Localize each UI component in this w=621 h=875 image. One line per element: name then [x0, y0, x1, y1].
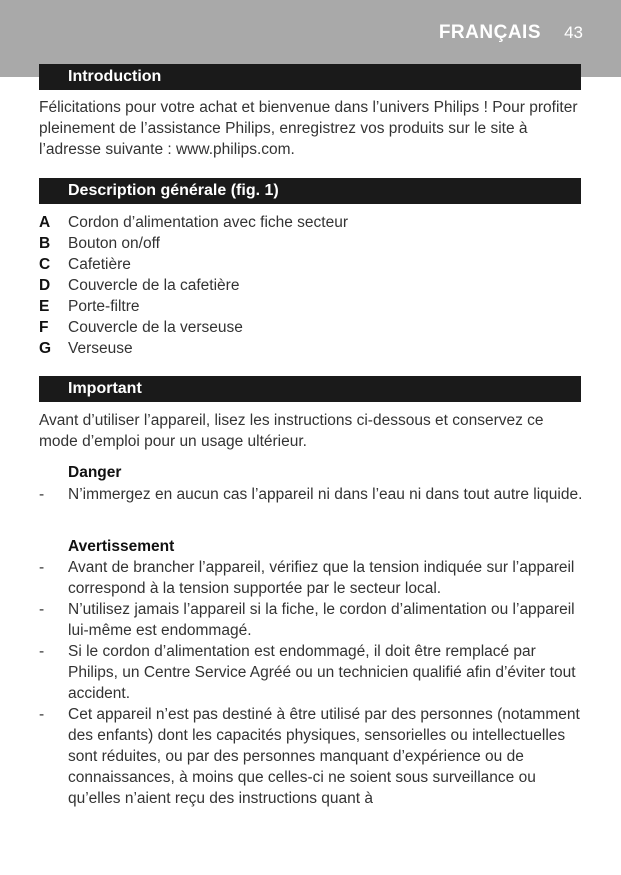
- bullet-dash: -: [39, 601, 45, 618]
- warning-list-item: [39, 704, 584, 809]
- bullet-text: Si le cordon d’alimentation est endommagé, il doit être remplacé par Philips, un Centre Service Agréé ou un technicien qualifié afin d’éviter tout accident.: [68, 643, 576, 702]
- list-item-text: Cafetière: [68, 256, 131, 273]
- important-intro-paragraph: Avant d’utiliser l’appareil, lisez les instructions ci-dessous et conservez ce mode d’emploi pour un usage ultérieur.: [39, 412, 544, 450]
- warning-list-item: [39, 641, 584, 704]
- bullet-text: N’immergez en aucun cas l’appareil ni dans l’eau ni dans tout autre liquide.: [68, 486, 583, 503]
- list-item: [39, 275, 584, 296]
- list-item-text: Bouton on/off: [68, 235, 160, 252]
- warning-list-item: [39, 599, 584, 641]
- list-item-letter: B: [39, 235, 51, 252]
- warning-heading: Avertissement: [68, 538, 175, 555]
- warning-list-item: [39, 557, 584, 599]
- list-item-letter: E: [39, 298, 50, 315]
- list-item-text: Couvercle de la cafetière: [68, 277, 240, 294]
- danger-list-item: [39, 484, 584, 505]
- list-item: [39, 233, 584, 254]
- page-number: 43: [564, 23, 583, 42]
- bullet-text: Cet appareil n’est pas destiné à être utilisé par des personnes (notamment des enfants) dont les capacités physiques, sensorielles ou intellectuelles sont réduites, ou par des personnes manquant d’expérience ou de connaissances, à moins que celles-ci ne soient sous surveillance ou qu’elles n’aient reçu des instructions quant à: [68, 706, 580, 807]
- list-item-text: Couvercle de la verseuse: [68, 319, 243, 336]
- list-item: [39, 296, 584, 317]
- list-item-letter: F: [39, 319, 49, 336]
- danger-heading: Danger: [68, 464, 122, 481]
- section-heading-introduction: Introduction: [39, 64, 581, 90]
- introduction-paragraph: Félicitations pour votre achat et bienvenue dans l’univers Philips ! Pour profiter pleinement de l’assistance Philips, enregistrez vos produits sur le site à l’adresse suivante : www.philips.com.: [39, 99, 578, 158]
- list-item-text: Porte-filtre: [68, 298, 140, 315]
- list-item: [39, 317, 584, 338]
- list-item-letter: G: [39, 340, 52, 357]
- bullet-dash: -: [39, 559, 45, 576]
- list-item-letter: D: [39, 277, 51, 294]
- bullet-dash: -: [39, 643, 45, 660]
- list-item-letter: A: [39, 214, 51, 231]
- list-item-text: Cordon d’alimentation avec fiche secteur: [68, 214, 349, 231]
- section-heading-description: Description générale (fig. 1): [39, 178, 581, 204]
- bullet-dash: -: [39, 486, 45, 503]
- language-label: FRANÇAIS: [438, 22, 541, 43]
- list-item: [39, 254, 584, 275]
- section-heading-important: Important: [39, 376, 581, 402]
- bullet-dash: -: [39, 706, 45, 723]
- list-item: [39, 212, 584, 233]
- bullet-text: N’utilisez jamais l’appareil si la fiche, le cordon d’alimentation ou l’appareil lui-même est endommagé.: [68, 601, 575, 639]
- bullet-text: Avant de brancher l’appareil, vérifiez que la tension indiquée sur l’appareil correspond à la tension supportée par le secteur local.: [68, 559, 575, 597]
- list-item-letter: C: [39, 256, 51, 273]
- list-item-text: Verseuse: [68, 340, 133, 357]
- list-item: [39, 338, 584, 359]
